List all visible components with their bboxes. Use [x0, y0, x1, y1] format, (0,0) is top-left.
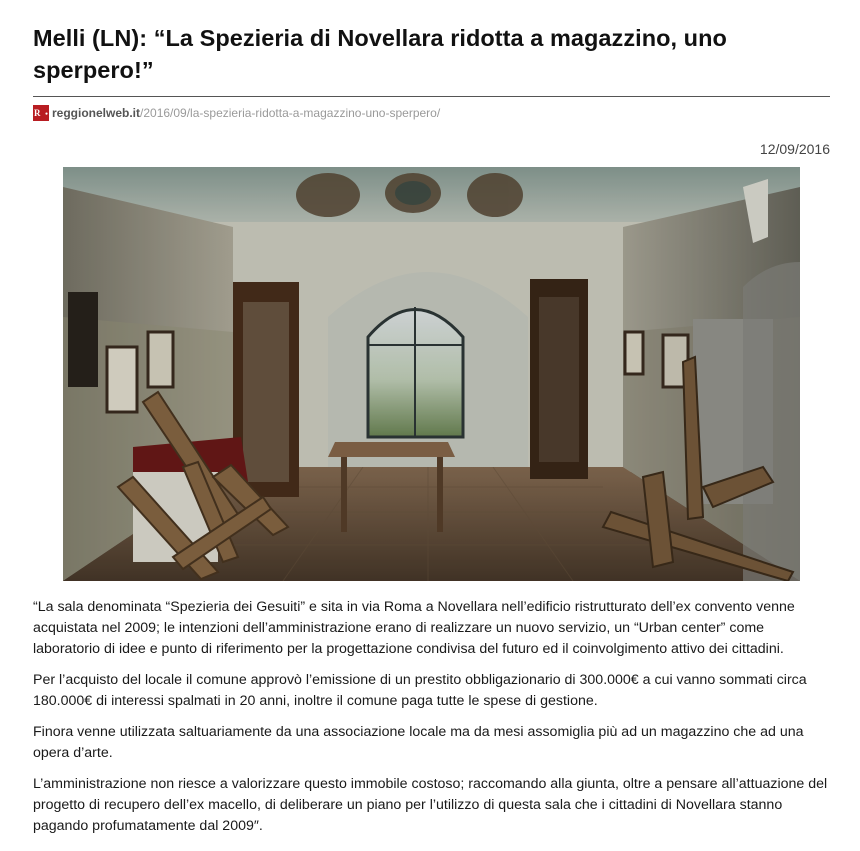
article-title: Melli (LN): “La Spezieria di Novellara ridotta a magazzino, uno sperpero!”: [33, 25, 727, 83]
logo-letter: R: [34, 108, 41, 118]
article-page: [33, 0, 830, 834]
reggionelweb-logo-icon: R ●: [33, 105, 49, 121]
source-domain-link[interactable]: reggionelweb.it: [52, 106, 141, 120]
article-body: [33, 597, 830, 847]
article-date: 12/09/2016: [759, 141, 830, 157]
source-path: /2016/09/la-spezieria-ridotta-a-magazzino-uno-sperpero/: [140, 106, 441, 120]
source-line: [33, 105, 830, 121]
paragraph-2: Per l’acquisto del locale il comune approvò l’emissione di un prestito obbligazionario di 300.000€ a cui vanno sommati circa 180.000€ di interessi spalmati in 20 anni, inoltre il comune paga tutte le spese di gestione.: [33, 672, 807, 709]
paragraph-4: L’amministrazione non riesce a valorizzare questo immobile costoso; raccomando alla giunta, oltre a pensare all’attuazione del progetto di recupero dell’ex macello, di deliberare un piano per l’utilizzo di questa sala che i cittadini di Novellara stanno pagando profumatamente dal 2009″.: [33, 776, 828, 834]
paragraph-1: “La sala denominata “Spezieria dei Gesuiti” e sita in via Roma a Novellara nell’edificio ristrutturato dell’ex convento venne acquistata nel 2009; le intenzioni dell’amministrazione erano di realizzare un nuovo servizio, un “Urban center” come laboratorio di idee e punto di riferimento per la progettazione condivisa del futuro ed il coinvolgimento attivo dei cittadini.: [33, 599, 795, 657]
paragraph-3: Finora venne utilizzata saltuariamente da una associazione locale ma da mesi assomiglia più ad un magazzino che ad una opera d’arte.: [33, 724, 804, 761]
spezieria-photo: [63, 167, 800, 581]
title-divider: [33, 96, 830, 97]
